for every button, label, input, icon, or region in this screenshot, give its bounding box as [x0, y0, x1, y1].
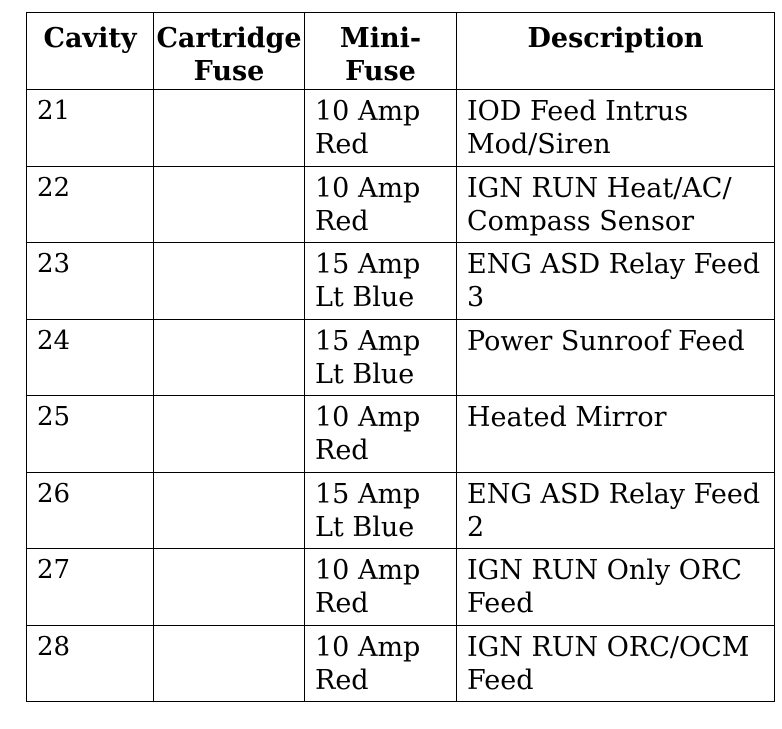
mini-fuse-cell: 15 Amp Lt Blue — [305, 319, 457, 396]
table-row — [27, 319, 775, 396]
description-cell: IGN RUN ORC/OCM Feed — [457, 625, 775, 702]
cavity-cell: 25 — [27, 396, 154, 473]
cavity-cell: 27 — [27, 549, 154, 626]
mini-fuse-cell: 10 Amp Red — [305, 625, 457, 702]
description-cell: IOD Feed Intrus Mod/Siren — [457, 90, 775, 167]
cavity-cell: 24 — [27, 319, 154, 396]
mini-fuse-cell: 10 Amp Red — [305, 90, 457, 167]
cartridge-cell — [154, 319, 305, 396]
cartridge-cell — [154, 243, 305, 320]
table-row — [27, 396, 775, 473]
cartridge-cell — [154, 90, 305, 167]
table-row — [27, 243, 775, 320]
mini-fuse-cell: 15 Amp Lt Blue — [305, 472, 457, 549]
mini-fuse-cell: 10 Amp Red — [305, 166, 457, 243]
cavity-cell: 22 — [27, 166, 154, 243]
description-cell: Power Sunroof Feed — [457, 319, 775, 396]
header-row — [27, 13, 775, 90]
cavity-cell: 21 — [27, 90, 154, 167]
fuse-table — [26, 12, 775, 702]
cartridge-cell — [154, 472, 305, 549]
cartridge-cell — [154, 166, 305, 243]
cartridge-cell — [154, 625, 305, 702]
cartridge-cell — [154, 549, 305, 626]
cavity-cell: 28 — [27, 625, 154, 702]
header-description: Description — [457, 13, 775, 90]
table-row — [27, 625, 775, 702]
cavity-cell: 23 — [27, 243, 154, 320]
description-cell: IGN RUN Heat/AC/ Compass Sensor — [457, 166, 775, 243]
header-mini-fuse: Mini- Fuse — [305, 13, 457, 90]
cartridge-cell — [154, 396, 305, 473]
cavity-cell: 26 — [27, 472, 154, 549]
mini-fuse-cell: 10 Amp Red — [305, 549, 457, 626]
header-cartridge-fuse: Cartridge Fuse — [154, 13, 305, 90]
table-row — [27, 166, 775, 243]
header-cavity: Cavity — [27, 13, 154, 90]
description-cell: Heated Mirror — [457, 396, 775, 473]
mini-fuse-cell: 15 Amp Lt Blue — [305, 243, 457, 320]
description-cell: ENG ASD Relay Feed 3 — [457, 243, 775, 320]
table-row — [27, 472, 775, 549]
mini-fuse-cell: 10 Amp Red — [305, 396, 457, 473]
table-row — [27, 549, 775, 626]
description-cell: IGN RUN Only ORC Feed — [457, 549, 775, 626]
description-cell: ENG ASD Relay Feed 2 — [457, 472, 775, 549]
table-row — [27, 90, 775, 167]
